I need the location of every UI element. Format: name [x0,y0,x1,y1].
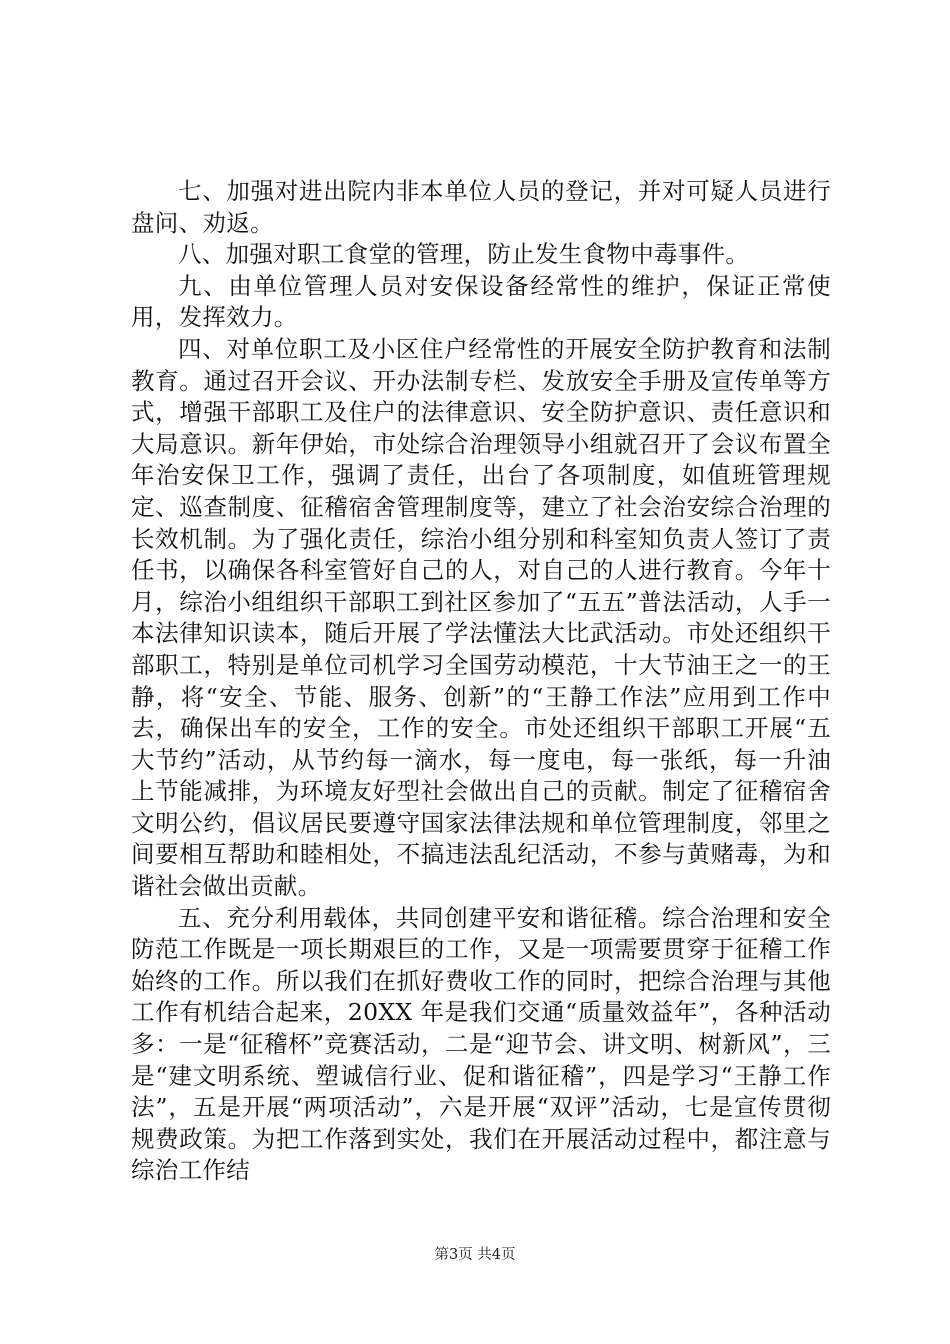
paragraph-item-7: 七、加强对进出院内非本单位人员的登记，并对可疑人员进行盘问、劝返。 [131,177,831,237]
document-body [131,176,831,1187]
paragraph-item-9: 九、由单位管理人员对安保设备经常性的维护，保证正常使用，发挥效力。 [131,271,831,332]
paragraph-section-4: 四、对单位职工及小区住户经常性的开展安全防护教育和法制教育。通过召开会议、开办法制专栏、发放安全手册及宣传单等方式，增强干部职工及住户的法律意识、安全防护意识、责任意识和大局意识。新年伊始，市处综合治理领导小组就召开了会议布置全年治安保卫工作，强调了责任，出台了各项制度，如值班管理规定、巡查制度、征稽宿舍管理制度等，建立了社会治安综合治理的长效机制。为了强化责任，综治小组分别和科室知负责人签订了责任书，以确保各科室管好自己的人，对自己的人进行教育。今年十月，综治小组组织干部职工到社区参加了“五五”普法活动，人手一本法律知识读本，随后开展了学法懂法大比武活动。市处还组织干部职工，特别是单位司机学习全国劳动模范，十大节油王之一的王静，将“安全、节能、服务、创新”的“王静工作法”应用到工作中去，确保出车的安全，工作的安全。市处还组织干部职工开展“五大节约”活动，从节约每一滴水，每一度电，每一张纸，每一升油上节能减排，为环境友好型社会做出自己的贡献。制定了征稽宿舍文明公约，倡议居民要遵守国家法律法规和单位管理制度，邻里之间要相互帮助和睦相处，不搞违法乱纪活动，不参与黄赌毒，为和谐社会做出贡献。 [131,334,831,901]
paragraph-section-5: 五、充分利用载体，共同创建平安和谐征稽。综合治理和安全防范工作既是一项长期艰巨的工作，又是一项需要贯穿于征稽工作始终的工作。所以我们在抓好费收工作的同时，把综合治理与其他工作有机结合起来，20XX 年是我们交通“质量效益年”，各种活动多：一是“征稽杯”竞赛活动，二是“迎节会、讲文明、树新风”，三是“建文明系统、塑诚信行业、促和谐征稽”，四是学习“王静工作法”，五是开展“两项活动”，六是开展“双评”活动，七是宣传贯彻规费政策。为把工作落到实处，我们在开展活动过程中，都注意与综治工作结 [131,903,831,1185]
page-number-footer: 第3页 共4页 [434,1247,516,1263]
paragraph-item-8: 八、加强对职工食堂的管理，防止发生食物中毒事件。 [178,240,750,269]
